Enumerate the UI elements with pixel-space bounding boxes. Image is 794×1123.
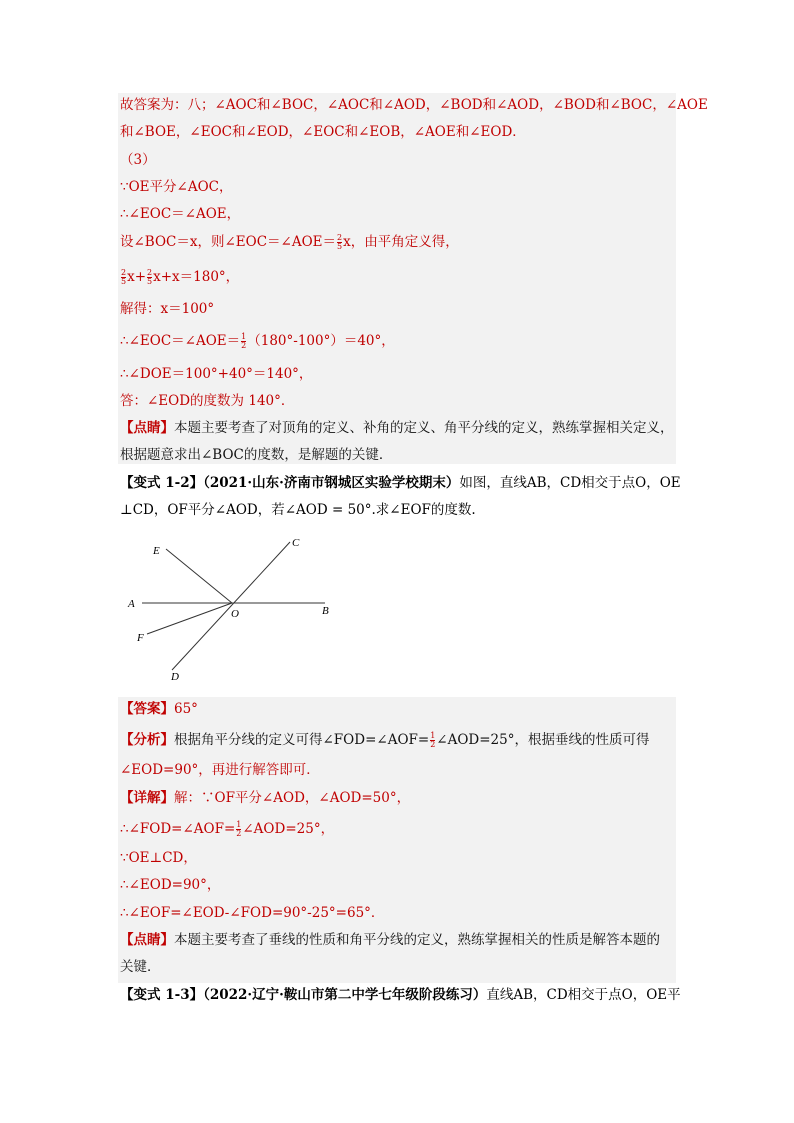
label-D: D xyxy=(171,671,179,683)
step-6 xyxy=(120,332,395,350)
ray-OE xyxy=(166,549,232,603)
detail-tag: 【详解】 xyxy=(120,790,174,806)
step-5: 解得：x＝100° xyxy=(120,301,215,317)
comment-text: 本题主要考查了垂线的性质和角平分线的定义，熟练掌握相关的性质是解答本题的 xyxy=(174,932,660,948)
answer-tag: 【答案】 xyxy=(120,701,174,717)
fraction: $\frac{2}{5}$ xyxy=(147,268,153,286)
fraction: $\frac{1}{2}$ xyxy=(236,820,242,838)
answer-line xyxy=(120,700,198,718)
step-3-text-a: 设∠BOC＝x，则∠EOC＝∠AOE＝ xyxy=(120,234,337,250)
detail-line-4: ∴∠EOD=90°， xyxy=(120,877,221,893)
comment-tag: 【点睛】 xyxy=(120,420,174,436)
variant-1-2-question-line-1 xyxy=(120,474,681,492)
fraction: $\frac{1}{2}$ xyxy=(430,731,436,749)
fraction: $\frac{2}{5}$ xyxy=(121,268,127,286)
variant-1-2-question-line-2: ⊥CD，OF平分∠AOD，若∠AOD = 50°.求∠EOF的度数. xyxy=(120,502,476,518)
label-C: C xyxy=(292,537,300,549)
step-6-text-b: （180°-100°）＝40°， xyxy=(247,333,395,349)
geometry-figure xyxy=(120,530,350,690)
question-source: （2021·山东·济南市钢城区实验学校期末） xyxy=(203,475,460,491)
comment-2-line-1 xyxy=(120,931,660,949)
analysis-tag: 【分析】 xyxy=(120,732,174,748)
detail-text: 解：∵OF平分∠AOD，∠AOD=50°， xyxy=(174,790,411,806)
analysis-text-b: ∠AOD=25°，根据垂线的性质可得 xyxy=(436,732,650,748)
line-CD xyxy=(172,542,290,670)
analysis-line-1 xyxy=(120,731,650,749)
label-O: O xyxy=(231,608,239,620)
step-2: ∴∠EOC＝∠AOE， xyxy=(120,206,241,222)
label-E: E xyxy=(153,545,160,557)
fraction: $\frac{2}{5}$ xyxy=(337,233,343,251)
step-4-text-b: x+ xyxy=(127,269,147,285)
fraction: $\frac{1}{2}$ xyxy=(241,332,247,350)
step-1: ∵OE平分∠AOC， xyxy=(120,179,233,195)
comment-line-1 xyxy=(120,419,674,437)
part-3-label: （3） xyxy=(120,152,156,168)
conclusion-line-1: 故答案为：八；∠AOC和∠BOC，∠AOC和∠AOD，∠BOD和∠AOD，∠BOD和∠BOC，∠AOE xyxy=(120,97,708,113)
step-6-text-a: ∴∠EOC＝∠AOE＝ xyxy=(120,333,241,349)
answer-value: 65° xyxy=(174,701,198,717)
comment-line-2: 根据题意求出∠BOC的度数，是解题的关键． xyxy=(120,447,393,463)
label-B: B xyxy=(322,605,329,617)
analysis-text-a: 根据角平分线的定义可得∠FOD=∠AOF= xyxy=(174,732,430,748)
variant-tag: 【变式 1-3】 xyxy=(120,987,204,1003)
comment-text: 本题主要考查了对顶角的定义、补角的定义、角平分线的定义，熟练掌握相关定义， xyxy=(174,420,674,436)
label-A: A xyxy=(128,598,135,610)
question-text: 如图，直线AB，CD相交于点O，OE xyxy=(459,475,681,491)
step-7: ∴∠DOE＝100°+40°＝140°， xyxy=(120,366,313,382)
detail-2-text-a: ∴∠FOD=∠AOF= xyxy=(120,821,236,837)
question-source: （2022·辽宁·鞍山市第二中学七年级阶段练习） xyxy=(203,987,487,1003)
detail-line-1 xyxy=(120,789,410,807)
step-4-text-d: x+x＝180°， xyxy=(153,269,240,285)
variant-tag: 【变式 1-2】 xyxy=(120,475,204,491)
final-answer: 答：∠EOD的度数为 140°． xyxy=(120,393,295,409)
detail-2-text-b: ∠AOD=25°， xyxy=(242,821,335,837)
detail-line-2 xyxy=(120,820,334,838)
step-3-text-b: x，由平角定义得， xyxy=(343,234,459,250)
conclusion-line-2: 和∠BOE，∠EOC和∠EOD，∠EOC和∠EOB，∠AOE和∠EOD． xyxy=(120,124,526,140)
question-text: 直线AB，CD相交于点O，OE平 xyxy=(486,987,681,1003)
comment-2-line-2: 关键． xyxy=(120,959,161,975)
step-3 xyxy=(120,233,459,251)
analysis-line-2: ∠EOD=90°，再进行解答即可． xyxy=(120,762,320,778)
step-4 xyxy=(120,268,239,286)
detail-line-3: ∵OE⊥CD， xyxy=(120,850,197,866)
variant-1-3-question-line-1 xyxy=(120,986,681,1004)
detail-line-5: ∴∠EOF=∠EOD-∠FOD=90°-25°=65°． xyxy=(120,905,385,921)
label-F: F xyxy=(137,632,144,644)
comment-tag: 【点睛】 xyxy=(120,932,174,948)
